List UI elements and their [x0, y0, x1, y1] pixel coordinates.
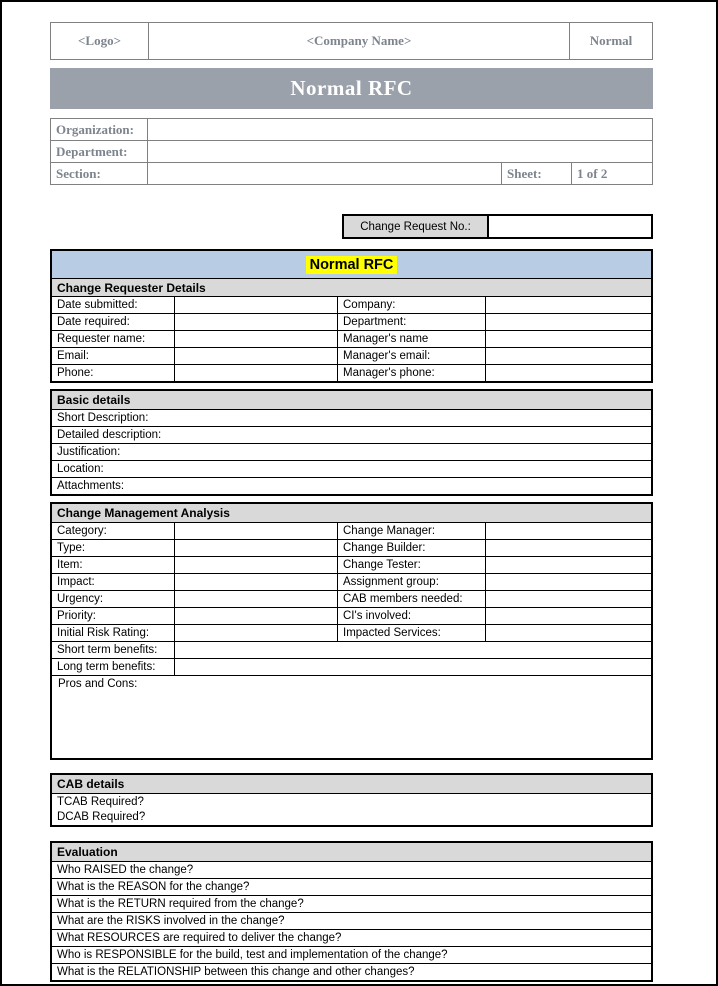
doc-type-label: Normal	[589, 33, 633, 48]
change-request-no-field[interactable]	[489, 216, 651, 237]
assignment-group-label: Assignment group:	[337, 574, 485, 590]
impacted-services-label: Impacted Services:	[337, 625, 485, 641]
who-raised-field[interactable]	[52, 861, 651, 878]
impact-label: Impact:	[57, 576, 95, 588]
priority-label: Priority:	[57, 610, 96, 622]
section-heading-cma: Change Management Analysis	[52, 504, 651, 522]
type-label: Type:	[57, 542, 86, 554]
requester-details-table	[50, 249, 653, 383]
managers-phone-field[interactable]	[485, 365, 651, 381]
cab-details-table	[50, 773, 653, 827]
form-title-highlighted: Normal RFC	[306, 256, 398, 274]
change-builder-field[interactable]	[485, 540, 651, 556]
short-description-field[interactable]	[52, 409, 651, 426]
cab-details-field[interactable]	[52, 793, 651, 825]
department-label: Department:	[56, 143, 128, 159]
department-field[interactable]	[485, 314, 651, 330]
section-field[interactable]	[147, 163, 501, 184]
department-field[interactable]	[147, 141, 652, 162]
item-label: Item:	[57, 559, 83, 571]
sheet-label: Sheet:	[501, 163, 571, 184]
managers-email-field[interactable]	[485, 348, 651, 364]
initial-risk-rating-label: Initial Risk Rating:	[57, 627, 150, 639]
risks-label: What are the RISKS involved in the change?	[57, 915, 285, 927]
table-row	[52, 556, 651, 573]
requester-name-field[interactable]	[174, 331, 337, 347]
table-row	[52, 539, 651, 556]
managers-name-field[interactable]	[485, 331, 651, 347]
resources-field[interactable]	[52, 929, 651, 946]
table-row	[52, 313, 651, 330]
logo-placeholder: <Logo>	[78, 33, 121, 48]
attachments-field[interactable]	[52, 477, 651, 494]
cis-involved-field[interactable]	[485, 608, 651, 624]
department-row	[51, 140, 652, 162]
change-manager-field[interactable]	[485, 523, 651, 539]
pros-and-cons-label: Pros and Cons:	[58, 678, 138, 690]
type-field[interactable]	[174, 540, 337, 556]
short-term-benefits-field[interactable]	[174, 642, 651, 658]
document-title-banner	[50, 68, 653, 109]
date-submitted-label: Date submitted:	[57, 299, 138, 311]
evaluation-table	[50, 841, 653, 982]
change-request-no-box	[342, 214, 653, 239]
who-raised-label: Who RAISED the change?	[57, 864, 194, 876]
company-label: Company:	[337, 297, 485, 313]
table-row	[52, 658, 651, 675]
reason-label: What is the REASON for the change?	[57, 881, 250, 893]
organization-label: Organization:	[56, 121, 134, 137]
change-builder-label: Change Builder:	[337, 540, 485, 556]
long-term-benefits-label: Long term benefits:	[57, 661, 156, 673]
basic-details-table	[50, 389, 653, 496]
detailed-description-field[interactable]	[52, 426, 651, 443]
table-row	[52, 607, 651, 624]
sheet-value: 1 of 2	[571, 163, 652, 184]
dcab-required-label: DCAB Required?	[57, 811, 146, 823]
justification-label: Justification:	[57, 446, 121, 458]
phone-label: Phone:	[57, 367, 94, 379]
cab-members-needed-field[interactable]	[485, 591, 651, 607]
attachments-label: Attachments:	[57, 480, 125, 492]
category-field[interactable]	[174, 523, 337, 539]
item-field[interactable]	[174, 557, 337, 573]
date-required-field[interactable]	[174, 314, 337, 330]
table-row	[52, 641, 651, 658]
change-manager-label: Change Manager:	[337, 523, 485, 539]
change-management-analysis-table	[50, 502, 653, 760]
table-row	[52, 364, 651, 381]
table-row	[52, 296, 651, 313]
change-request-no-label: Change Request No.:	[344, 216, 489, 237]
urgency-label: Urgency:	[57, 593, 104, 605]
table-row	[52, 522, 651, 539]
responsible-field[interactable]	[52, 946, 651, 963]
resources-label: What RESOURCES are required to deliver the change?	[57, 932, 342, 944]
risks-field[interactable]	[52, 912, 651, 929]
table-row	[52, 347, 651, 364]
change-tester-label: Change Tester:	[337, 557, 485, 573]
company-field[interactable]	[485, 297, 651, 313]
initial-risk-rating-field[interactable]	[174, 625, 337, 641]
managers-name-label: Manager's name	[337, 331, 485, 347]
cis-involved-label: CI's involved:	[337, 608, 485, 624]
section-heading-evaluation: Evaluation	[52, 843, 651, 861]
justification-field[interactable]	[52, 443, 651, 460]
return-field[interactable]	[52, 895, 651, 912]
managers-email-label: Manager's email:	[337, 348, 485, 364]
organization-table	[50, 118, 653, 185]
category-label: Category:	[57, 525, 107, 537]
email-label: Email:	[57, 350, 89, 362]
form-title-bar	[52, 251, 651, 278]
date-submitted-field[interactable]	[174, 297, 337, 313]
urgency-field[interactable]	[174, 591, 337, 607]
return-label: What is the RETURN required from the change?	[57, 898, 304, 910]
table-row	[52, 624, 651, 641]
organization-row	[51, 119, 652, 140]
responsible-label: Who is RESPONSIBLE for the build, test and implementation of the change?	[57, 949, 448, 961]
table-row	[52, 590, 651, 607]
managers-phone-label: Manager's phone:	[337, 365, 485, 381]
reason-field[interactable]	[52, 878, 651, 895]
phone-field[interactable]	[174, 365, 337, 381]
organization-field[interactable]	[147, 119, 652, 140]
long-term-benefits-field[interactable]	[174, 659, 651, 675]
section-heading-requester: Change Requester Details	[52, 278, 651, 296]
impacted-services-field[interactable]	[485, 625, 651, 641]
short-description-label: Short Description:	[57, 412, 149, 424]
detailed-description-label: Detailed description:	[57, 429, 162, 441]
section-heading-basic: Basic details	[52, 391, 651, 409]
department-label: Department:	[337, 314, 485, 330]
impact-field[interactable]	[174, 574, 337, 590]
company-name-placeholder: <Company Name>	[148, 23, 570, 59]
cab-members-needed-label: CAB members needed:	[337, 591, 485, 607]
relationship-label: What is the RELATIONSHIP between this change and other changes?	[57, 966, 415, 978]
table-row	[52, 573, 651, 590]
requester-name-label: Requester name:	[57, 333, 146, 345]
pros-and-cons-field[interactable]	[52, 675, 651, 758]
section-row	[51, 162, 652, 184]
short-term-benefits-label: Short term benefits:	[57, 644, 158, 656]
table-row	[52, 330, 651, 347]
tcab-required-label: TCAB Required?	[57, 796, 144, 808]
assignment-group-field[interactable]	[485, 574, 651, 590]
priority-field[interactable]	[174, 608, 337, 624]
section-label: Section:	[56, 165, 101, 181]
date-required-label: Date required:	[57, 316, 130, 328]
relationship-field[interactable]	[52, 963, 651, 980]
section-heading-cab: CAB details	[52, 775, 651, 793]
document-title: Normal RFC	[290, 76, 413, 100]
top-header-table	[50, 22, 653, 60]
email-field[interactable]	[174, 348, 337, 364]
location-field[interactable]	[52, 460, 651, 477]
change-tester-field[interactable]	[485, 557, 651, 573]
location-label: Location:	[57, 463, 104, 475]
